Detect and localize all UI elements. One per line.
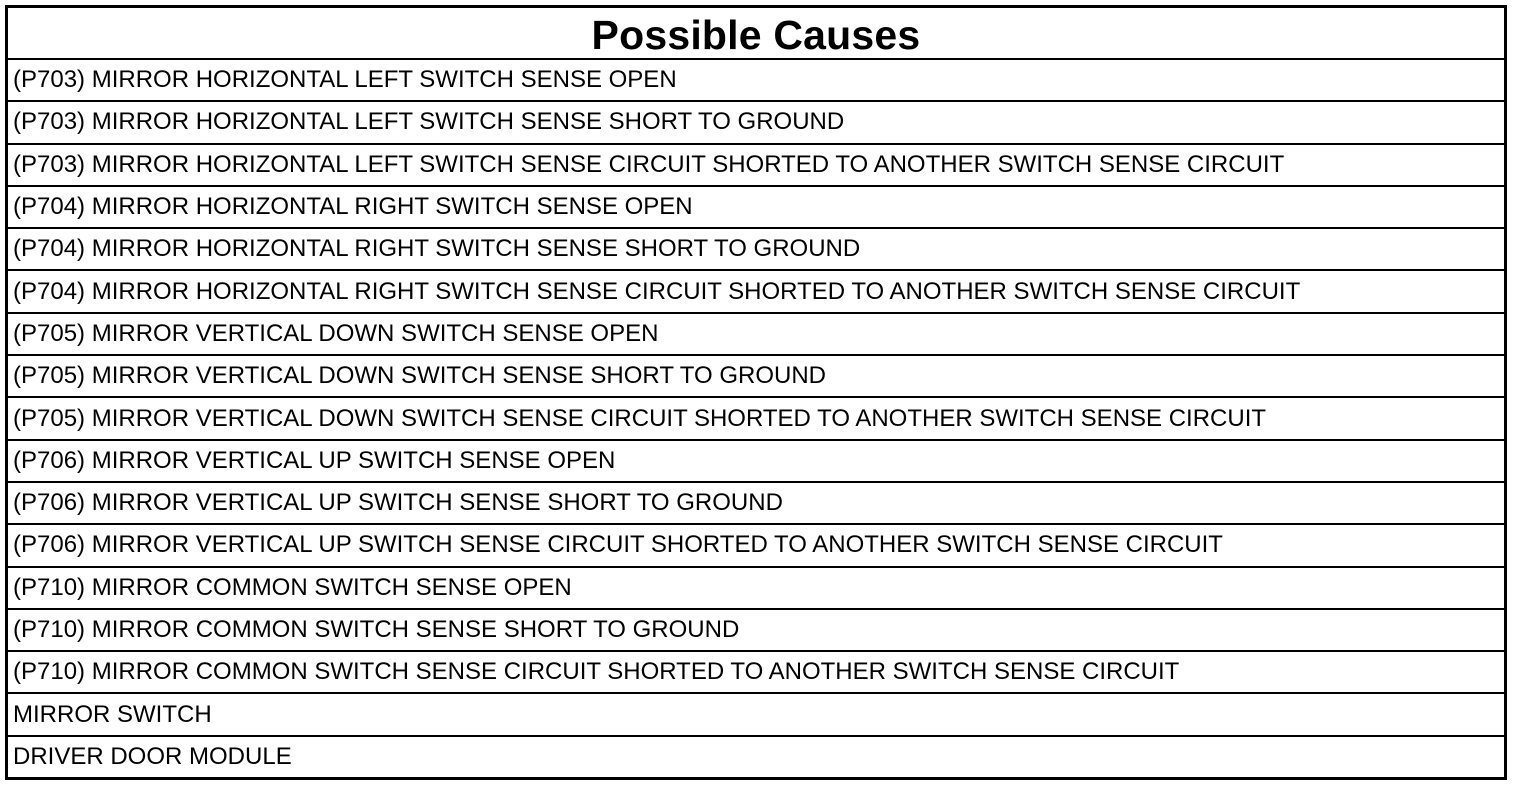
table-row: DRIVER DOOR MODULE bbox=[13, 742, 292, 770]
possible-causes-table bbox=[5, 5, 1507, 780]
table-row: (P706) MIRROR VERTICAL UP SWITCH SENSE CIRCUIT SHORTED TO ANOTHER SWITCH SENSE CIRCUIT bbox=[8, 525, 1504, 567]
table-row: (P705) MIRROR VERTICAL DOWN SWITCH SENSE OPEN bbox=[8, 314, 1504, 356]
table-title: Possible Causes bbox=[8, 8, 1504, 60]
table-row: (P710) MIRROR COMMON SWITCH SENSE OPEN bbox=[8, 568, 1504, 610]
table-row: (P710) MIRROR COMMON SWITCH SENSE SHORT TO GROUND bbox=[8, 610, 1504, 652]
table-row: (P703) MIRROR HORIZONTAL LEFT SWITCH SENSE CIRCUIT SHORTED TO ANOTHER SWITCH SENSE CIRCUIT bbox=[8, 145, 1504, 187]
table-row: (P706) MIRROR VERTICAL UP SWITCH SENSE SHORT TO GROUND bbox=[8, 483, 1504, 525]
table-row: (P704) MIRROR HORIZONTAL RIGHT SWITCH SENSE OPEN bbox=[8, 187, 1504, 229]
table-body bbox=[8, 60, 1504, 777]
table-row: (P705) MIRROR VERTICAL DOWN SWITCH SENSE SHORT TO GROUND bbox=[8, 356, 1504, 398]
table-row: (P703) MIRROR HORIZONTAL LEFT SWITCH SENSE OPEN bbox=[8, 60, 1504, 102]
table-row: (P705) MIRROR VERTICAL DOWN SWITCH SENSE CIRCUIT SHORTED TO ANOTHER SWITCH SENSE CIRCUIT bbox=[8, 398, 1504, 440]
table-row: (P706) MIRROR VERTICAL UP SWITCH SENSE OPEN bbox=[8, 441, 1504, 483]
table-row: (P710) MIRROR COMMON SWITCH SENSE CIRCUIT SHORTED TO ANOTHER SWITCH SENSE CIRCUIT bbox=[8, 652, 1504, 694]
table-row: (P704) MIRROR HORIZONTAL RIGHT SWITCH SENSE CIRCUIT SHORTED TO ANOTHER SWITCH SENSE CIRCUIT bbox=[8, 271, 1504, 313]
table-row: (P704) MIRROR HORIZONTAL RIGHT SWITCH SENSE SHORT TO GROUND bbox=[8, 229, 1504, 271]
table-row: MIRROR SWITCH bbox=[8, 694, 1504, 736]
table-row: (P703) MIRROR HORIZONTAL LEFT SWITCH SENSE SHORT TO GROUND bbox=[8, 102, 1504, 144]
